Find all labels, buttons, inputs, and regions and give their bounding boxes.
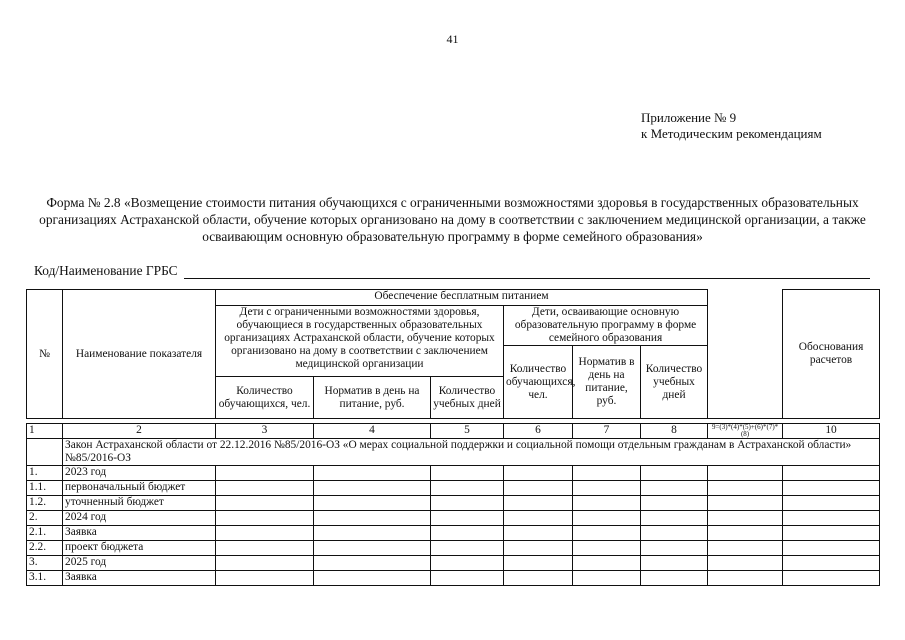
value-cell[interactable] [431, 556, 504, 571]
value-cell[interactable] [504, 526, 573, 541]
value-cell[interactable] [783, 466, 880, 481]
value-cell[interactable] [504, 571, 573, 586]
col-number-sum-formula: 9=(3)*(4)*(5)+(6)*(7)*(8) [708, 424, 783, 439]
value-cell[interactable] [573, 481, 641, 496]
value-cell[interactable] [641, 511, 708, 526]
value-cell[interactable] [641, 466, 708, 481]
header-free-food: Обеспечение бесплатным питанием [216, 290, 708, 306]
col-number: 1 [27, 424, 63, 439]
header-a-days: Количество учебных дней [431, 377, 504, 419]
col-number: 10 [783, 424, 880, 439]
table-row [27, 541, 880, 556]
value-cell[interactable] [641, 526, 708, 541]
appendix-line-1: Приложение № 9 [641, 110, 737, 125]
data-rows [27, 466, 880, 586]
column-numbers-row [27, 424, 880, 439]
value-cell[interactable] [783, 571, 880, 586]
col-number: 4 [314, 424, 431, 439]
value-cell[interactable] [783, 481, 880, 496]
page-number: 41 [446, 32, 459, 46]
col-number: 8 [641, 424, 708, 439]
col-number: 2 [63, 424, 216, 439]
value-cell[interactable] [708, 541, 783, 556]
law-row-no [27, 439, 63, 466]
row-number: 3.1. [27, 571, 63, 586]
table-row [27, 511, 880, 526]
value-cell[interactable] [641, 481, 708, 496]
value-cell[interactable] [641, 571, 708, 586]
value-cell[interactable] [573, 526, 641, 541]
value-cell[interactable] [783, 526, 880, 541]
value-cell[interactable] [708, 556, 783, 571]
value-cell[interactable] [641, 556, 708, 571]
value-cell[interactable] [573, 511, 641, 526]
row-name: проект бюджета [63, 541, 216, 556]
value-cell[interactable] [641, 496, 708, 511]
grbs-field [34, 263, 870, 279]
header-b-norm: Норматив в день на питание, руб. [573, 346, 641, 419]
row-number: 1.2. [27, 496, 63, 511]
value-cell[interactable] [708, 496, 783, 511]
value-cell[interactable] [783, 556, 880, 571]
col-number: 6 [504, 424, 573, 439]
row-name: Заявка [63, 571, 216, 586]
table-row [27, 571, 880, 586]
value-cell[interactable] [783, 511, 880, 526]
row-number: 2. [27, 511, 63, 526]
value-cell[interactable] [431, 496, 504, 511]
header-a-norm: Норматив в день на питание, руб. [314, 377, 431, 419]
value-cell[interactable] [216, 496, 314, 511]
table-body [27, 424, 880, 466]
row-number: 1.1. [27, 481, 63, 496]
header-group-a: Дети с ограниченными возможностями здоровья, обучающиеся в государственных образовательных организациях Астраханской области, обучение которых организовано на дому в соответствии с заключением медицинской организации [216, 306, 504, 377]
value-cell[interactable] [216, 541, 314, 556]
row-number: 2.1. [27, 526, 63, 541]
value-cell[interactable] [314, 511, 431, 526]
header-b-days: Количество учебных дней [641, 346, 708, 419]
value-cell[interactable] [504, 556, 573, 571]
header-a-count: Количество обучающихся, чел. [216, 377, 314, 419]
row-number: 2.2. [27, 541, 63, 556]
col-number: 3 [216, 424, 314, 439]
row-name: 2025 год [63, 556, 216, 571]
row-name: 2024 год [63, 511, 216, 526]
header-no: № [27, 290, 63, 419]
value-cell[interactable] [216, 466, 314, 481]
value-cell[interactable] [504, 481, 573, 496]
law-row [27, 439, 880, 466]
table-row [27, 466, 880, 481]
grbs-label: Код/Наименование ГРБС [34, 263, 178, 278]
value-cell[interactable] [216, 526, 314, 541]
value-cell[interactable] [708, 466, 783, 481]
value-cell[interactable] [216, 571, 314, 586]
row-name: Заявка [63, 526, 216, 541]
form-table [26, 289, 879, 586]
row-name: первоначальный бюджет [63, 481, 216, 496]
value-cell[interactable] [573, 466, 641, 481]
value-cell[interactable] [216, 481, 314, 496]
value-cell[interactable] [783, 496, 880, 511]
value-cell[interactable] [431, 466, 504, 481]
value-cell[interactable] [431, 481, 504, 496]
value-cell[interactable] [708, 526, 783, 541]
value-cell[interactable] [573, 556, 641, 571]
value-cell[interactable] [504, 496, 573, 511]
header-group-b: Дети, осваивающие основную образовательную программу в форме семейного образования [504, 306, 708, 346]
appendix-note [641, 110, 822, 142]
value-cell[interactable] [216, 511, 314, 526]
value-cell[interactable] [314, 466, 431, 481]
value-cell[interactable] [504, 511, 573, 526]
table-row [27, 526, 880, 541]
value-cell[interactable] [573, 571, 641, 586]
value-cell[interactable] [708, 571, 783, 586]
value-cell[interactable] [216, 556, 314, 571]
value-cell[interactable] [314, 571, 431, 586]
row-number: 1. [27, 466, 63, 481]
value-cell[interactable] [504, 466, 573, 481]
table-row [27, 556, 880, 571]
table-row [27, 481, 880, 496]
col-number: 7 [573, 424, 641, 439]
value-cell[interactable] [573, 541, 641, 556]
table-header [27, 290, 880, 419]
row-name: 2023 год [63, 466, 216, 481]
value-cell[interactable] [314, 481, 431, 496]
row-number: 3. [27, 556, 63, 571]
value-cell[interactable] [431, 511, 504, 526]
header-sum-top [708, 290, 783, 419]
value-cell[interactable] [783, 541, 880, 556]
value-cell[interactable] [431, 526, 504, 541]
form-title: Форма № 2.8 «Возмещение стоимости питания обучающихся с ограниченными возможностями здоровья в государственных образовательных организациях Астраханской области, обучение которых организовано на дому в соответствии с заключением медицинской организации, а также осваивающим основную образовательную программу в форме семейного образования» [39, 195, 866, 244]
value-cell[interactable] [314, 541, 431, 556]
value-cell[interactable] [314, 526, 431, 541]
table-row [27, 496, 880, 511]
header-b-count: Количество обучающихся, чел. [504, 346, 573, 419]
law-row-text: Закон Астраханской области от 22.12.2016 №85/2016-ОЗ «О мерах социальной поддержки и социальной помощи отдельным гражданам в Астраханской области» №85/2016-ОЗ [63, 439, 880, 466]
grbs-fill-line [184, 265, 870, 279]
appendix-line-2: к Методическим рекомендациям [641, 126, 822, 141]
row-name: уточненный бюджет [63, 496, 216, 511]
col-number: 5 [431, 424, 504, 439]
value-cell[interactable] [708, 511, 783, 526]
value-cell[interactable] [314, 556, 431, 571]
value-cell[interactable] [641, 541, 708, 556]
value-cell[interactable] [314, 496, 431, 511]
header-name: Наименование показателя [63, 290, 216, 419]
value-cell[interactable] [431, 541, 504, 556]
value-cell[interactable] [708, 481, 783, 496]
value-cell[interactable] [573, 496, 641, 511]
value-cell[interactable] [431, 571, 504, 586]
header-basis: Обоснования расчетов [783, 290, 880, 419]
value-cell[interactable] [504, 541, 573, 556]
